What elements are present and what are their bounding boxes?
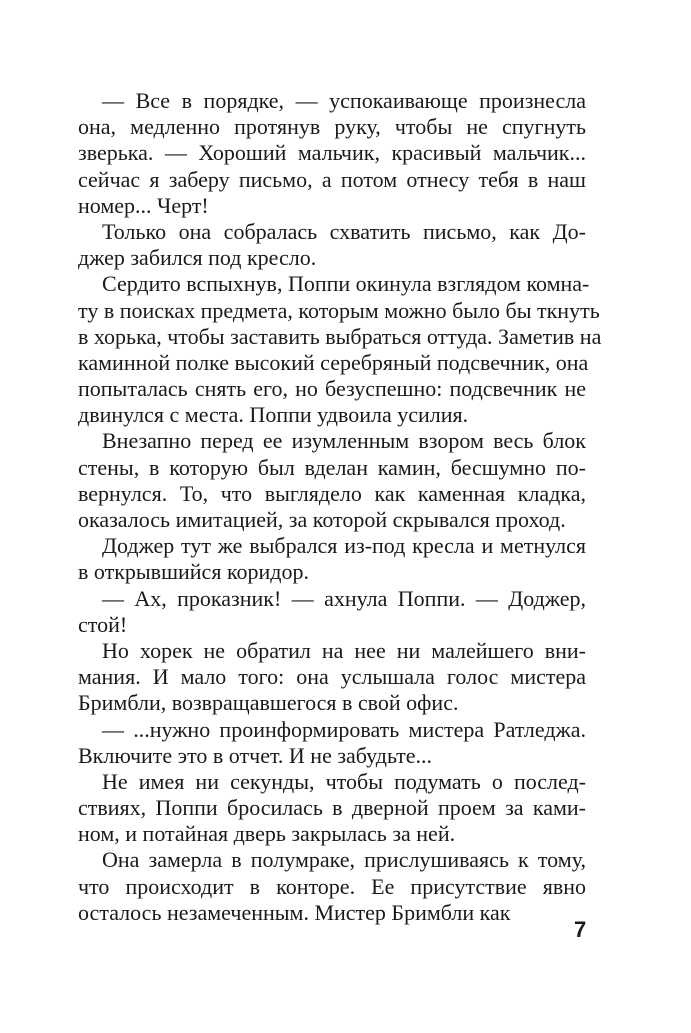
text-line: оказалось имитацией, за которой скрывался проход. xyxy=(78,507,566,532)
text-line: Доджер тут же выбрался из-под кресла и метнулся xyxy=(102,533,586,559)
text-line: номер... Черт! xyxy=(78,192,209,218)
text-line: попыталась снять его, но безуспешно: подсвечник не xyxy=(78,376,586,402)
text-line: сейчас я заберу письмо, а потом отнесу тебя в наш xyxy=(78,166,586,192)
text-line: вернулся. То, что выглядело как каменная кладка, xyxy=(78,480,586,506)
text-line: осталось незамеченным. Мистер Бримбли как xyxy=(78,899,511,925)
text-line: Включите это в отчет. И не забудьте... xyxy=(78,742,433,768)
text-line: каминной полке высокий серебряный подсвечник, она xyxy=(78,349,589,375)
text-line: мания. И мало того: она услышала голос мистера xyxy=(78,664,586,690)
text-line: Только она собралась схватить письмо, как До- xyxy=(102,218,586,244)
text-line: джер забился под кресло. xyxy=(78,245,317,271)
text-line: Внезапно перед ее изумленным взором весь блок xyxy=(102,428,586,454)
text-line: — Ах, проказник! — ахнула Поппи. — Доджер, xyxy=(102,585,586,611)
text-line: что происходит в конторе. Ее присутствие явно xyxy=(78,873,586,899)
text-line: в хорька, чтобы заставить выбраться оттуда. Заметив на xyxy=(78,323,602,349)
text-line: зверька. — Хороший мальчик, красивый мальчик... xyxy=(78,140,586,166)
text-line: ствиях, Поппи бросилась в дверной проем за ками- xyxy=(78,795,586,821)
text-line: Не имея ни секунды, чтобы подумать о послед- xyxy=(102,768,586,794)
page-number: 7 xyxy=(574,917,587,942)
text-line: она, медленно протянув руку, чтобы не спугнуть xyxy=(78,114,586,140)
text-line: Но хорек не обратил на нее ни малейшего вни- xyxy=(102,637,586,663)
text-line: ном, и потайная дверь закрылась за ней. xyxy=(78,821,456,847)
text-line: Бримбли, возвращавшегося в свой офис. xyxy=(78,690,459,716)
text-line: в открывшийся коридор. xyxy=(78,559,309,585)
body-text xyxy=(78,88,602,926)
text-line: двинулся с места. Поппи удвоила усилия. xyxy=(78,402,469,428)
text-line: Она замерла в полумраке, прислушиваясь к тому, xyxy=(102,847,586,873)
text-line: — ...нужно проинформировать мистера Ратледжа. xyxy=(102,716,586,742)
text-line: стены, в которую был вделан камин, бесшумно по- xyxy=(78,454,586,480)
text-line: стой! xyxy=(78,611,128,637)
text-line: — Все в порядке, — успокаивающе произнесла xyxy=(102,88,586,113)
text-line: ту в поисках предмета, которым можно было бы ткнуть xyxy=(78,297,600,323)
text-line: Сердито вспыхнув, Поппи окинула взглядом комна- xyxy=(102,271,590,297)
